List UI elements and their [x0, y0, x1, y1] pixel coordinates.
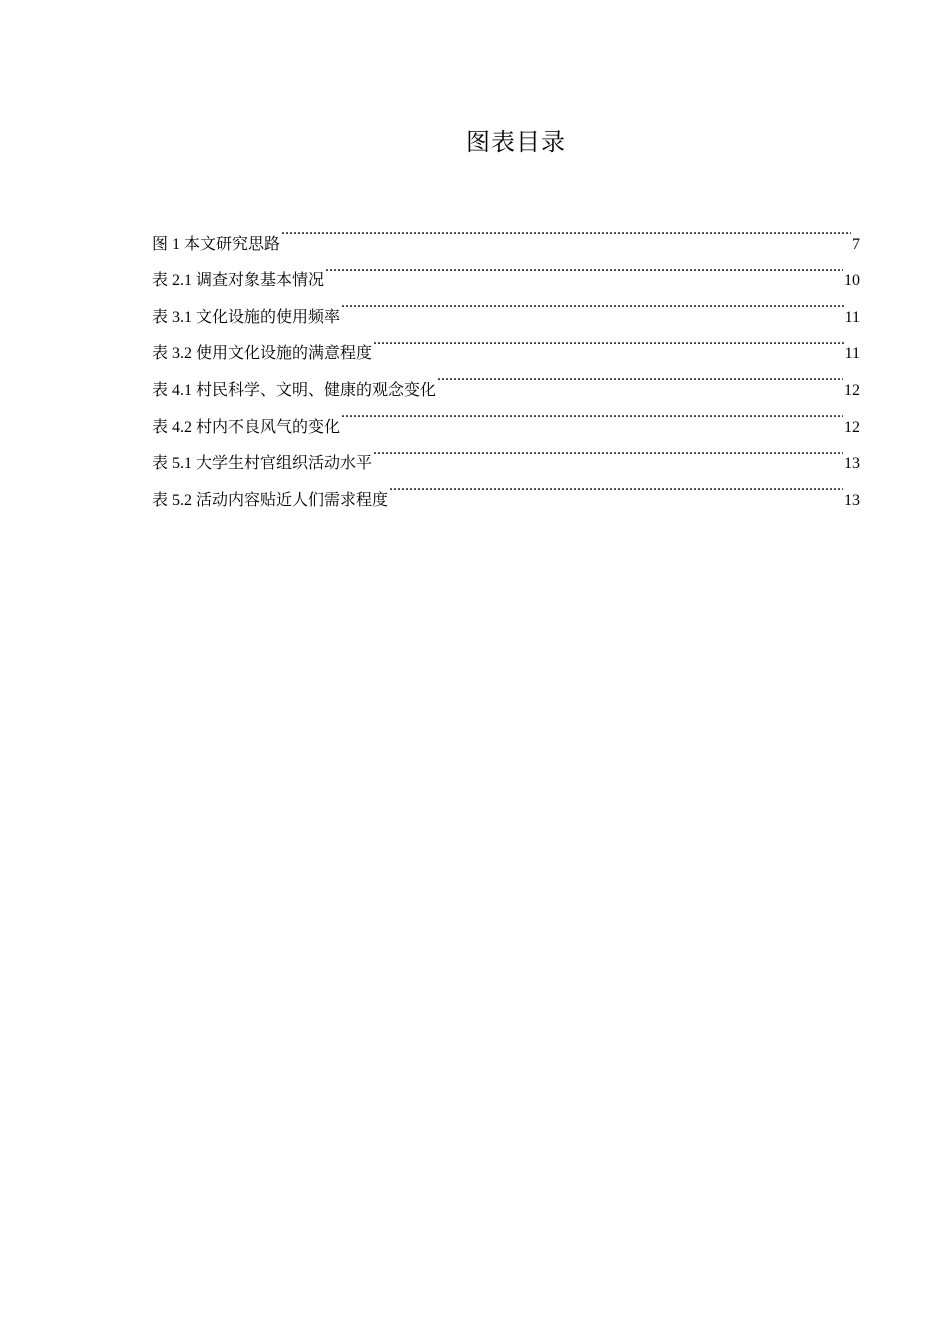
toc-entry-page: 12 — [844, 418, 860, 436]
toc-entry-label: 表 5.2 活动内容贴近人们需求程度 — [152, 491, 389, 509]
toc-entry-page: 7 — [852, 235, 860, 253]
toc-entry-label: 表 4.1 村民科学、文明、健康的观念变化 — [152, 381, 437, 399]
dot-leader — [389, 468, 843, 505]
toc-entry-label: 表 3.1 文化设施的使用频率 — [152, 308, 341, 326]
toc-entry-page: 11 — [844, 308, 860, 326]
toc-entry-page: 10 — [844, 272, 860, 290]
figure-table-list — [152, 212, 860, 509]
dot-leader — [341, 395, 843, 432]
toc-entry-label: 表 2.1 调查对象基本情况 — [152, 272, 325, 290]
toc-entry-page: 11 — [844, 345, 860, 363]
dot-leader — [373, 432, 843, 469]
toc-entry-label: 表 3.2 使用文化设施的满意程度 — [152, 345, 373, 363]
toc-entry-label: 图 1 本文研究思路 — [152, 235, 281, 253]
page-title: 图表目录 — [466, 128, 566, 156]
toc-entry-page: 12 — [844, 381, 860, 399]
dot-leader — [325, 249, 843, 286]
toc-entry[interactable] — [152, 212, 860, 253]
toc-entry-page: 13 — [844, 491, 860, 509]
toc-entry-label: 表 4.2 村内不良风气的变化 — [152, 418, 341, 436]
dot-leader — [373, 322, 844, 359]
dot-leader — [341, 285, 844, 322]
toc-entry-label: 表 5.1 大学生村官组织活动水平 — [152, 455, 373, 473]
dot-leader — [437, 358, 843, 395]
dot-leader — [281, 212, 851, 249]
toc-entry-page: 13 — [844, 455, 860, 473]
